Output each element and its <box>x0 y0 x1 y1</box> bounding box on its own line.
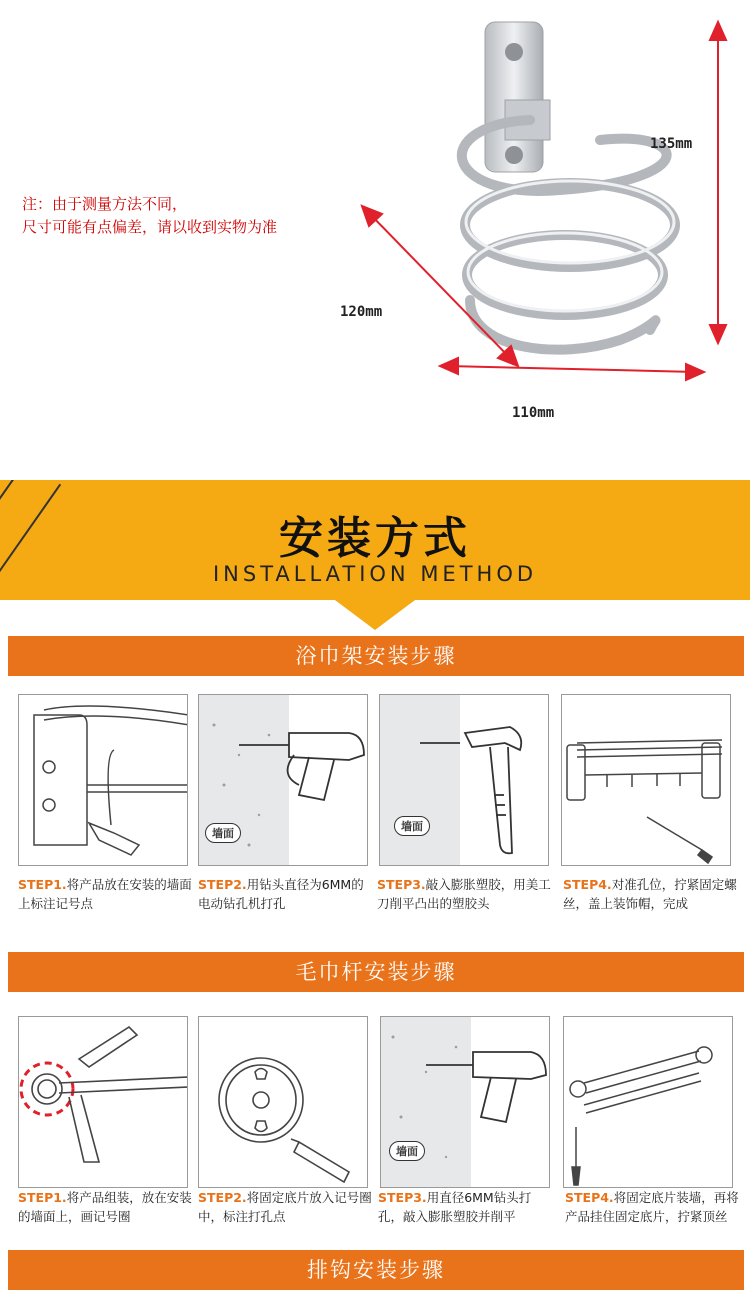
step-number: STEP2. <box>198 1190 247 1205</box>
step-caption <box>563 875 741 913</box>
product-dimension-area <box>0 0 750 470</box>
step-number: STEP2. <box>198 877 247 892</box>
note-line-2: 尺寸可能有点偏差，请以收到实物为准 <box>22 218 278 236</box>
step-caption <box>565 1188 743 1238</box>
step-caption <box>18 875 196 913</box>
step-image <box>563 1016 733 1188</box>
step-image <box>198 1016 368 1188</box>
height-dimension-label: 135mm <box>650 136 693 152</box>
step-caption <box>198 875 376 913</box>
banner-notch <box>0 600 750 630</box>
step-caption <box>377 875 555 913</box>
installation-title: 安装方式 <box>279 513 471 564</box>
hammer-illustration <box>380 695 549 866</box>
width-dimension-label: 110mm <box>512 405 555 421</box>
step-number: STEP3. <box>377 877 426 892</box>
finished-towel-bar-illustration <box>564 1017 733 1188</box>
step-text: 对准孔位，拧紧固定螺丝，盖上装饰帽，完成 <box>563 877 737 911</box>
step-text: 将固定底片装墙，再将产品挂住固定底片，拧紧顶丝 <box>565 1190 739 1224</box>
installation-subtitle: INSTALLATION METHOD <box>212 562 538 586</box>
depth-dimension-label: 120mm <box>340 304 383 320</box>
step-number: STEP4. <box>565 1190 614 1205</box>
section-bar-hook-rack: 排钩安装步骤 <box>8 1250 744 1290</box>
towel-rack-mark-illustration <box>19 695 188 866</box>
wall-label: 墙面 <box>205 823 241 843</box>
step-number: STEP4. <box>563 877 612 892</box>
base-plate-illustration <box>199 1017 368 1188</box>
note-line-1: 注：由于测量方法不同， <box>22 195 188 213</box>
drill-illustration <box>381 1017 550 1188</box>
step-caption <box>18 1188 196 1226</box>
measurement-note <box>22 193 277 239</box>
step-number: STEP1. <box>18 1190 67 1205</box>
step-image <box>18 1016 188 1188</box>
step-text: 用钻头直径为6MM的电动钻孔机打孔 <box>198 877 364 911</box>
step-image <box>561 694 731 866</box>
section-bar-towel-bar: 毛巾杆安装步骤 <box>8 952 744 992</box>
towel-bar-mark-illustration <box>19 1017 188 1188</box>
step-number: STEP1. <box>18 877 67 892</box>
step-image <box>18 694 188 866</box>
step-caption <box>198 1188 376 1226</box>
wall-label: 墙面 <box>394 816 430 836</box>
step-caption <box>378 1188 556 1226</box>
step-text: 将产品组装，放在安装的墙面上，画记号圈 <box>18 1190 192 1224</box>
step-text: 敲入膨胀塑胶，用美工刀削平凸出的塑胶头 <box>377 877 551 911</box>
step-image <box>379 694 549 866</box>
wall-label: 墙面 <box>389 1141 425 1161</box>
section-bar-bath-towel-rack: 浴巾架安装步骤 <box>8 636 744 676</box>
step-image <box>380 1016 550 1188</box>
finished-rack-illustration <box>562 695 731 866</box>
step-text: 用直径6MM钻头打孔，敲入膨胀塑胶并削平 <box>378 1190 532 1224</box>
step-number: STEP3. <box>378 1190 427 1205</box>
step-image <box>198 694 368 866</box>
step-text: 将固定底片放入记号圈中，标注打孔点 <box>198 1190 372 1224</box>
step-text: 将产品放在安装的墙面上标注记号点 <box>18 877 192 911</box>
